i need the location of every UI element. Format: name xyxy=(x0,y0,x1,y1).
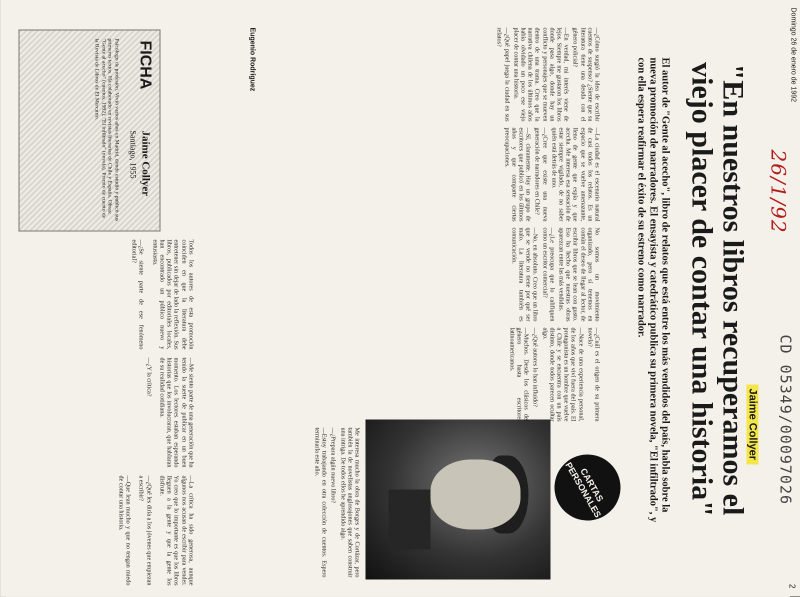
paragraph: —La ciudad es el escenario natural de casi todos los relatos. Es un espacio que se vuelve amenazante, lleno de gente que espía y que acecha. Me interesa esa sensación de estar siempre vigilado, de no saber quién está detrás de uno. xyxy=(550,127,601,222)
paragraph: —No, en absoluto. Creo que un libro que se vende no tiene por qué ser malo. La literatura también es comunicación. xyxy=(510,227,539,322)
archive-code-stamp: CD 05349/00097026 xyxy=(776,334,795,506)
lower-column-3 xyxy=(11,476,201,586)
article-signer: Eugenio Rodríguez xyxy=(248,27,256,92)
paragraph: —¿Qué autores lo han influido? xyxy=(531,327,539,407)
article-column-1 xyxy=(266,28,601,122)
paragraph: —Que lean mucho y que no tengan miedo de contar una historia. xyxy=(117,475,132,586)
ficha-title: FICHA xyxy=(136,40,154,90)
paragraph: —¿Cuál es el origen de su primera novela? xyxy=(586,327,601,422)
paragraph: —¿Qué les diría a los jóvenes que empiezan a escribir? xyxy=(137,475,153,586)
paragraph: —Muchos. Desde los clásicos del género hasta escritores latinoamericanos. xyxy=(508,327,530,422)
article-column-4 xyxy=(266,328,601,422)
paragraph: —Me siento parte de una generación que ha tenido la suerte de publicar en un buen momento. Los lectores estaban esperando historias que los involucraran, que hablaran de su realidad cotidiana. xyxy=(158,357,195,468)
handwritten-date-stamp: 26/1/92 xyxy=(766,149,791,234)
paragraph: —¿Cree que existe una nueva generación de narradores en Chile? xyxy=(533,127,549,222)
headline: "En nuestros libros recuperamos el viejo placer de contar una historia" xyxy=(685,62,750,517)
article-column-5 xyxy=(211,428,361,578)
paragraph: —¿Qué papel juega la ciudad en sus relatos? xyxy=(495,27,511,122)
author-photo xyxy=(366,420,551,580)
ficha-box xyxy=(19,30,161,232)
paragraph: —La crítica ha sido generosa, aunque algunos nos acusan de escribir para vender. Yo creo que lo importante es que los libros lleguen a la gente y que la gente los disfrute. xyxy=(158,475,195,586)
lower-column-1 xyxy=(11,240,201,350)
rotated-newspaper-page xyxy=(1,0,800,597)
page-number: 2 xyxy=(787,584,797,589)
header-date: Domingo 26 de enero de 1992 xyxy=(789,7,797,103)
ficha-name: Jaime Collyer xyxy=(139,130,152,197)
paragraph: Me interesa mucho la obra de Borges y de Cortázar, pero también la de novelistas anglosajones que saben construir una intriga. De todos ellos he aprendido algo. xyxy=(339,427,361,578)
paragraph: —¿Cómo surgió la idea de escribir cuentos de suspenso? ¿Siente que su literatura tiene una deuda con el género policial? xyxy=(571,27,601,122)
author-tag: Jaime Collyer xyxy=(747,385,759,465)
paragraph: —Sí, claramente. Hay un grupo de escritores que publicó en los últimos años y que comparte ciertas preocupaciones. xyxy=(503,127,532,222)
article-dek: El autor de "Gente al acecho", libro de relatos que está entre los más vendidos del país, habla sobre la nueva promoción de narradores. El ensayista y catedrático publica su primera novela, "El infiltrado", y con ella espera reafirmar el éxito de su estreno como narrador. xyxy=(635,57,671,523)
paragraph: —Nace de una experiencia personal, de los años que viví fuera del país. El protagonista es un hombre que vuelve a Chile y se encuentra con un país distinto, donde todos parecen ocultar algo. xyxy=(541,327,585,422)
paragraph: Todos los autores de esta promoción coinciden en que la literatura debe entretener sin dejar de lado la reflexión. Sus libros, publicados por editoriales locales, han encontrado un público nuevo y entusiasta. xyxy=(151,239,195,350)
paragraph: —En verdad, mi interés viene de lejos. Siempre me gustaron los libros donde pasa algo, donde hay un conflicto y personajes que se mueven dentro de una trama. Creo que la narrativa chilena de los últimos años había olvidado un poco ese viejo placer de contar una historia. xyxy=(512,27,570,122)
ficha-body: Psicólogo de profesión. Vivió varios años en Madrid, donde estudió y publicó sus primeros textos. Ha colaborado en revistas literarias de Chile y España. Obras: "Gente al acecho" (cuentos, 1992), "El infiltrado" (novela). Premio de cuento de la Revista de Libros de El Mercurio. xyxy=(93,38,120,222)
section-badge: CARTAS PERSONALES xyxy=(542,442,632,532)
paragraph: —¿Le preocupa que lo califiquen como un escritor comercial? xyxy=(541,227,556,322)
article-column-3 xyxy=(266,228,601,322)
paragraph: —Estoy trabajando en otra colección de cuentos. Espero terminarla este año. xyxy=(313,427,328,578)
paragraph: —¿Se siente parte de ese fenómeno editorial? xyxy=(130,239,145,350)
paragraph: No somos un movimiento organizado, pero sí tenemos en común el deseo de llegar al lector, de escribir libros que se lean con gusto. Eso ha hecho que nuestras obras aparezcan entre las más vendidas. xyxy=(557,227,601,322)
photo-book xyxy=(389,490,431,550)
paragraph: —¿Prepara algún nuevo libro? xyxy=(329,427,337,504)
ficha-subtitle: Santiago, 1955 xyxy=(128,130,138,179)
article-column-2 xyxy=(266,128,601,222)
lower-column-2 xyxy=(11,358,201,468)
paragraph: —¿Y la crítica? xyxy=(145,357,153,397)
photo-face xyxy=(431,460,521,530)
